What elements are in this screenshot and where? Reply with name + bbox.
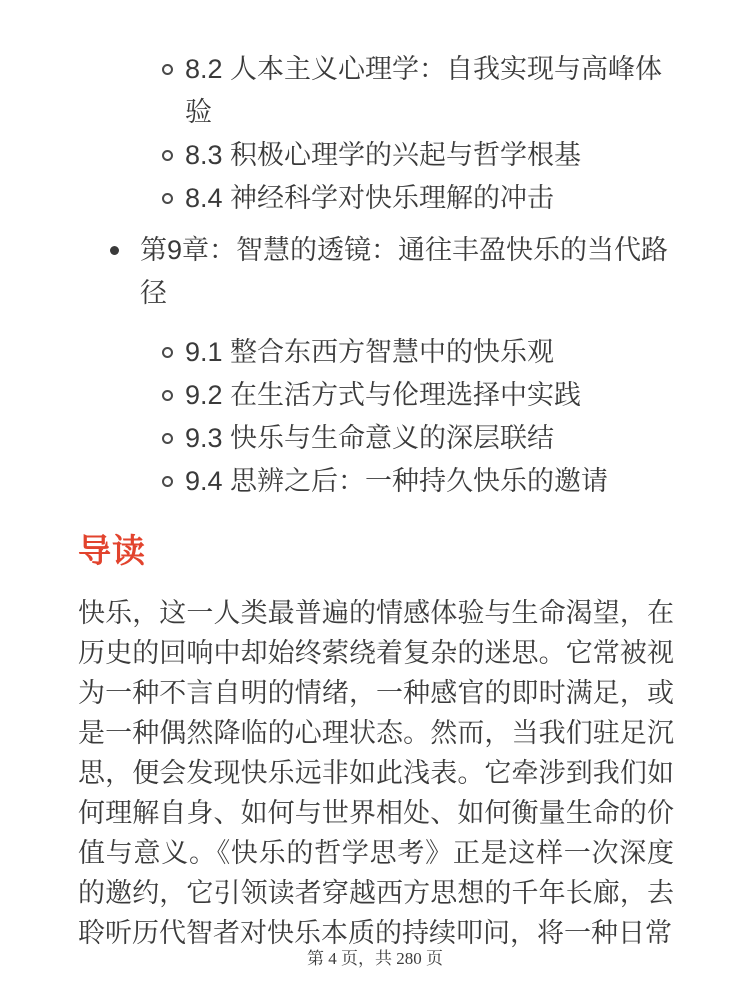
circle-bullet-icon: [162, 193, 173, 204]
circle-bullet-icon: [162, 433, 173, 444]
toc-item-8-2: [0, 48, 750, 134]
circle-bullet-icon: [162, 476, 173, 487]
toc-item-label: 8.4 神经科学对快乐理解的冲击: [185, 183, 555, 213]
intro-paragraph: 快乐，这一人类最普遍的情感体验与生命渴望，在历史的回响中却始终萦绕着复杂的迷思。它常被视为一种不言自明的情绪，一种感官的即时满足，或是一种偶然降临的心理状态。然而，当我们驻足沉思，便会发现快乐远非如此浅表。它牵涉到我们如何理解自身、如何与世界相处、如何衡量生命的价值与意义。《快乐的哲学思考》正是这样一次深度的邀约，它引领读者穿越西方思想的千年长廊，去聆听历代智者对快乐本质的持续叩问，将一种日常: [78, 598, 674, 948]
toc-item-8-4: [0, 177, 750, 220]
toc-item-chapter-9: [0, 229, 750, 315]
circle-bullet-icon: [162, 347, 173, 358]
toc-item-9-4: [0, 460, 750, 503]
section-heading: 导读: [78, 532, 146, 569]
page-footer: [0, 948, 750, 970]
toc-item-9-2: [0, 374, 750, 417]
toc-item-label: 9.2 在生活方式与伦理选择中实践: [185, 380, 582, 410]
circle-bullet-icon: [162, 390, 173, 401]
toc-item-label: 第9章：智慧的透镜：通往丰盈快乐的当代路径: [140, 235, 669, 308]
toc-item-9-1: [0, 331, 750, 374]
toc-item-label: 9.1 整合东西方智慧中的快乐观: [185, 337, 555, 367]
page-indicator: 第 4 页，共 280 页: [307, 949, 443, 968]
toc-item-8-3: [0, 134, 750, 177]
circle-bullet-icon: [162, 150, 173, 161]
disc-bullet-icon: [110, 246, 119, 255]
toc-item-label: 8.2 人本主义心理学：自我实现与高峰体验: [185, 54, 663, 127]
table-of-contents: [0, 48, 750, 503]
toc-item-9-3: [0, 417, 750, 460]
toc-item-label: 9.3 快乐与生命意义的深层联结: [185, 423, 555, 453]
circle-bullet-icon: [162, 64, 173, 75]
toc-item-label: 9.4 思辨之后：一种持久快乐的邀请: [185, 466, 609, 496]
toc-item-label: 8.3 积极心理学的兴起与哲学根基: [185, 140, 582, 170]
